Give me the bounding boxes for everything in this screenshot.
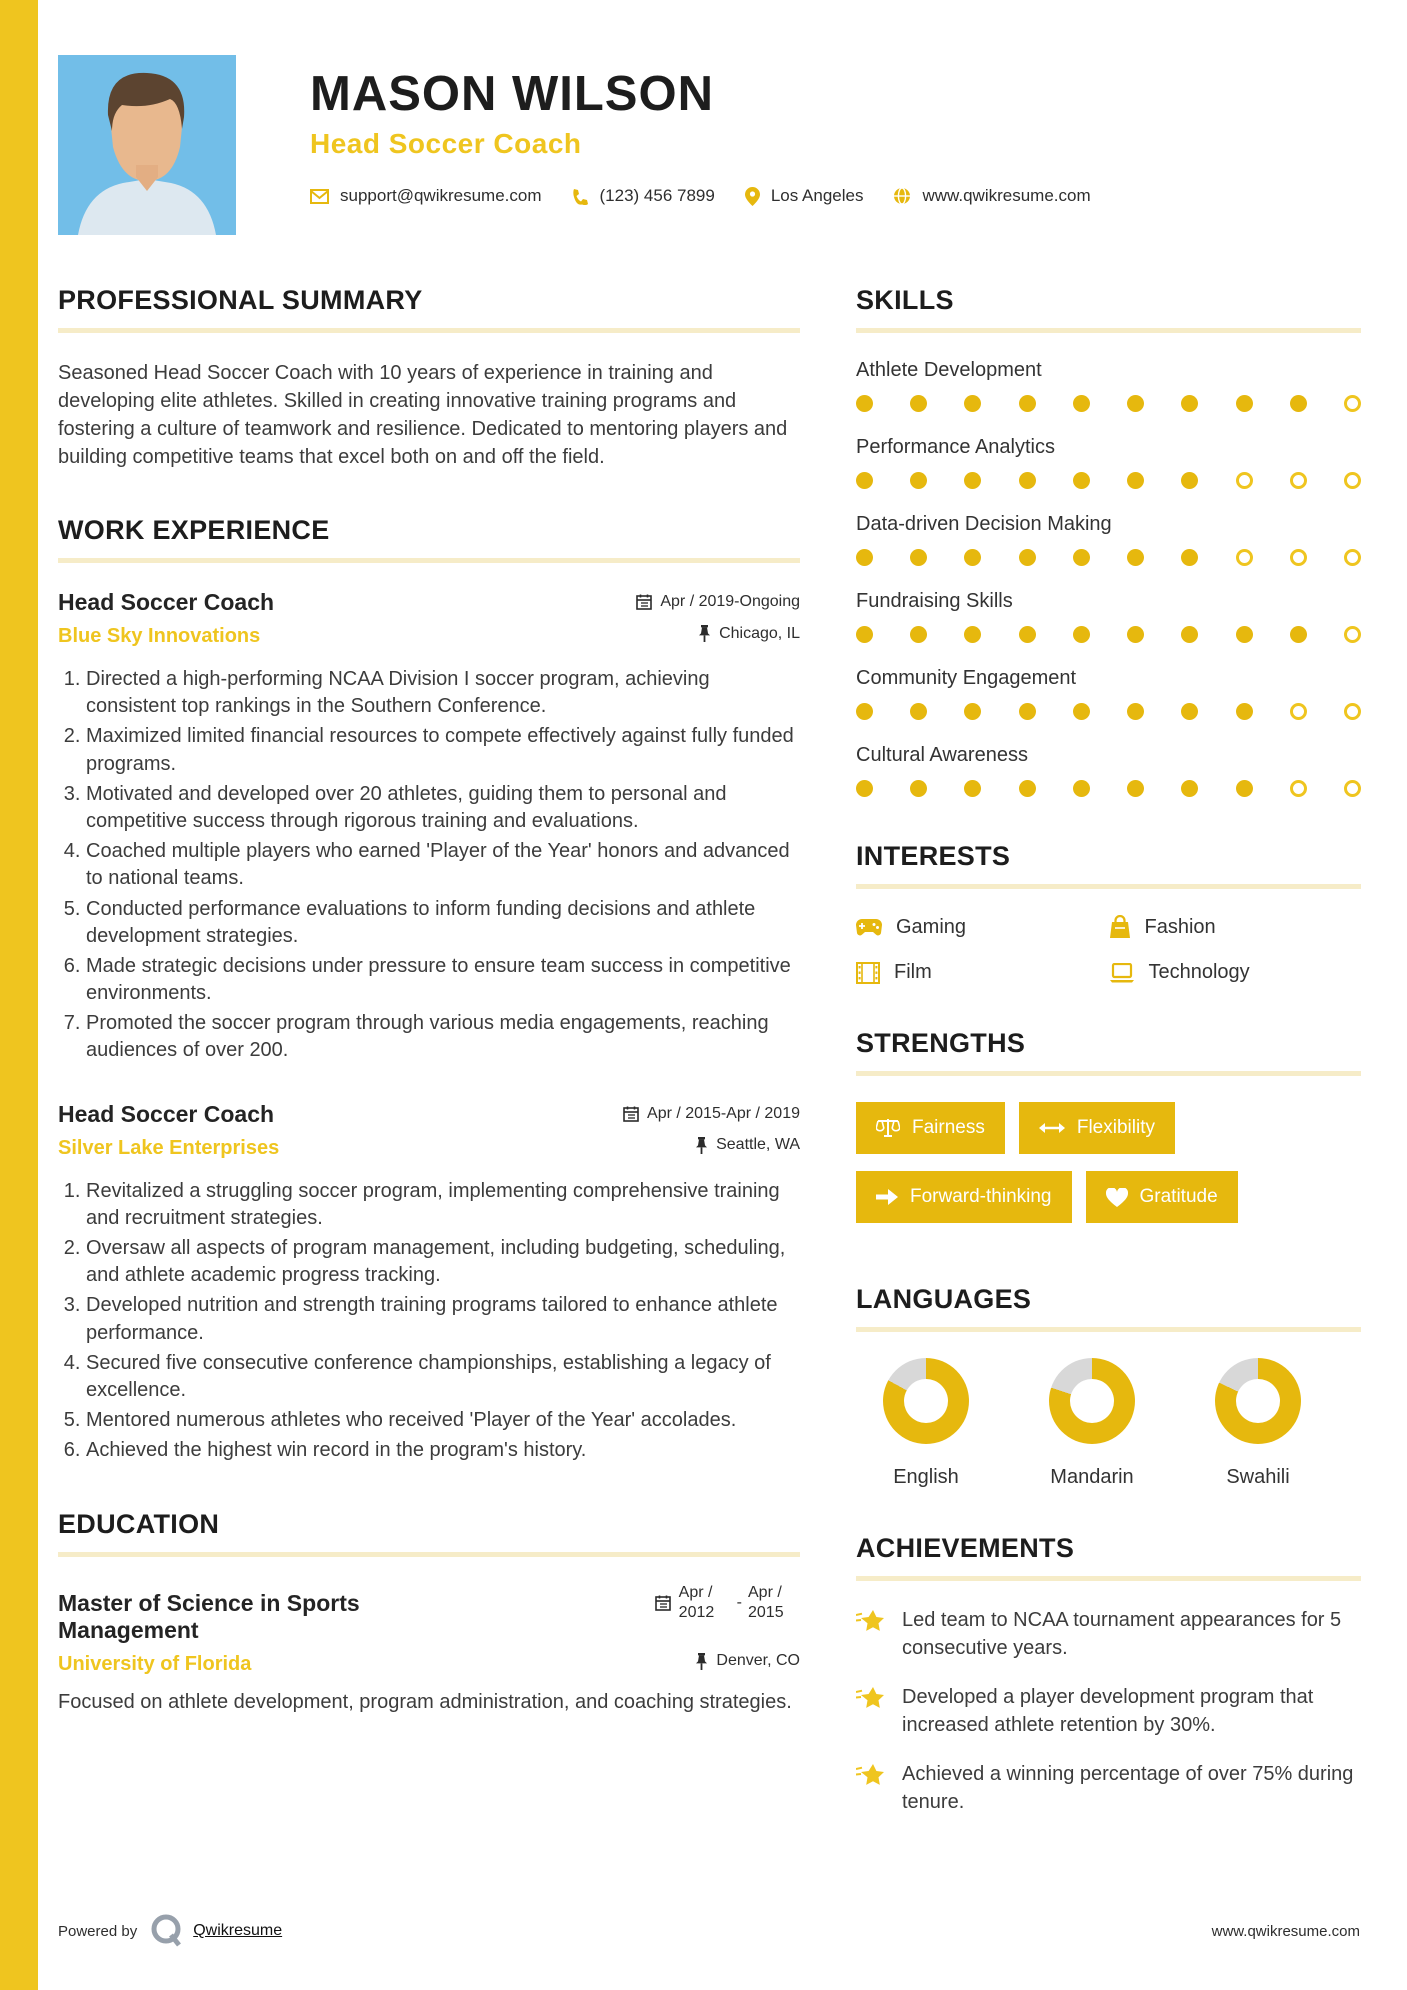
rating-dot-filled <box>1073 472 1090 489</box>
section-professional-summary <box>58 285 800 471</box>
bullet-item: 6. Achieved the highest win record in the program's history. <box>86 1437 800 1464</box>
strength-label: Forward-thinking <box>910 1186 1052 1207</box>
education-date-separator: - <box>736 1593 742 1611</box>
balance-scale-icon <box>876 1117 900 1139</box>
skill-rating-dots <box>856 395 1361 412</box>
rating-dot-filled <box>910 780 927 797</box>
section-underline <box>856 1327 1361 1332</box>
achievement-text: Developed a player development program that increased athlete retention by 30%. <box>902 1686 1314 1736</box>
bullet-item: 5. Mentored numerous athletes who received 'Player of the Year' accolades. <box>86 1407 800 1434</box>
section-education <box>58 1509 800 1716</box>
achievement-item <box>856 1607 1361 1662</box>
summary-heading: PROFESSIONAL SUMMARY <box>58 285 423 315</box>
phone-text: (123) 456 7899 <box>599 186 715 206</box>
job-company: Blue Sky Innovations <box>58 625 261 647</box>
rating-dot-filled <box>1181 780 1198 797</box>
bullet-item: 3. Developed nutrition and strength training programs tailored to enhance athlete performance. <box>86 1292 800 1346</box>
section-work-experience <box>58 515 800 1465</box>
strength-label: Gratitude <box>1139 1186 1218 1207</box>
header <box>58 55 1360 235</box>
powered-by-text: Powered by <box>58 1922 138 1940</box>
content-columns <box>58 285 1360 1861</box>
left-column <box>58 285 800 1861</box>
job-dates <box>623 1105 800 1123</box>
rating-dot-empty <box>1236 472 1253 489</box>
rating-dot-filled <box>856 395 873 412</box>
work-heading: WORK EXPERIENCE <box>58 515 330 545</box>
language-donut-chart <box>1049 1358 1135 1444</box>
rating-dot-filled <box>1127 549 1144 566</box>
rating-dot-filled <box>1181 395 1198 412</box>
calendar-icon <box>623 1106 639 1122</box>
envelope-icon <box>310 189 329 204</box>
rating-dot-filled <box>1236 703 1253 720</box>
section-underline <box>856 1576 1361 1581</box>
bullet-item: 2. Maximized limited financial resources to compete effectively against fully funded programs. <box>86 723 800 777</box>
arrow-right-icon <box>876 1188 898 1206</box>
rating-dot-filled <box>910 472 927 489</box>
interests-grid <box>856 915 1361 984</box>
education-dates-text <box>679 1583 800 1623</box>
strength-badges <box>856 1102 1361 1240</box>
rating-dot-filled <box>1127 626 1144 643</box>
interest-item <box>856 915 1109 939</box>
achievement-text: Led team to NCAA tournament appearances for 5 consecutive years. <box>902 1609 1342 1659</box>
rating-dot-empty <box>1236 549 1253 566</box>
candidate-title: Head Soccer Coach <box>310 128 582 160</box>
skill-rating-dots <box>856 472 1361 489</box>
rating-dot-filled <box>1127 472 1144 489</box>
rating-dot-filled <box>856 626 873 643</box>
job-title: Head Soccer Coach <box>58 1100 275 1127</box>
skill-name: Performance Analytics <box>856 436 1055 458</box>
language-item <box>1188 1358 1328 1489</box>
job-location-text: Seattle, WA <box>716 1136 800 1154</box>
contact-location <box>745 186 864 206</box>
language-item <box>856 1358 996 1489</box>
section-skills <box>856 285 1361 797</box>
rating-dot-filled <box>1073 549 1090 566</box>
job-title-row <box>58 589 800 616</box>
rating-dot-filled <box>1073 780 1090 797</box>
rating-dot-filled <box>1073 703 1090 720</box>
skill-name: Data-driven Decision Making <box>856 513 1112 535</box>
left-accent-bar <box>0 0 38 1990</box>
achievements-heading: ACHIEVEMENTS <box>856 1533 1075 1563</box>
contact-website[interactable] <box>893 186 1090 206</box>
section-strengths <box>856 1028 1361 1240</box>
bullet-item: 4. Coached multiple players who earned 'Player of the Year' honors and advanced to national teams. <box>86 838 800 892</box>
skill-name: Community Engagement <box>856 667 1077 689</box>
contact-email[interactable] <box>310 186 542 206</box>
header-text <box>310 55 1121 206</box>
rating-dot-empty <box>1344 549 1361 566</box>
job-company-row <box>58 616 800 648</box>
laptop-icon <box>1109 963 1135 983</box>
star-icon <box>856 1686 886 1712</box>
interest-label: Film <box>894 961 932 983</box>
contact-row <box>310 186 1121 206</box>
rating-dot-filled <box>856 472 873 489</box>
film-icon <box>856 962 880 984</box>
job-company: Silver Lake Enterprises <box>58 1136 280 1159</box>
rating-dot-filled <box>964 626 981 643</box>
language-label: Mandarin <box>1050 1466 1134 1488</box>
section-underline <box>856 1071 1361 1076</box>
strength-badge <box>1086 1171 1238 1223</box>
rating-dot-filled <box>1073 395 1090 412</box>
language-item <box>1022 1358 1162 1489</box>
rating-dot-filled <box>1019 703 1036 720</box>
rating-dot-filled <box>964 472 981 489</box>
languages-heading: LANGUAGES <box>856 1284 1032 1314</box>
rating-dot-filled <box>910 395 927 412</box>
map-pin-icon <box>745 187 760 206</box>
interest-label: Gaming <box>896 915 967 938</box>
language-donut-chart <box>1215 1358 1301 1444</box>
bullet-item: 3. Motivated and developed over 20 athletes, guiding them to personal and competitive success through rigorous training and evaluations. <box>86 781 800 835</box>
interests-heading: INTERESTS <box>856 841 1011 871</box>
education-description: Focused on athlete development, program administration, and coaching strategies. <box>58 1690 792 1713</box>
section-underline <box>856 328 1361 333</box>
rating-dot-filled <box>1236 626 1253 643</box>
gamepad-icon <box>856 918 882 936</box>
footer <box>58 1914 1360 1948</box>
education-location <box>695 1652 800 1670</box>
education-school-row <box>58 1644 800 1676</box>
rating-dot-filled <box>1019 780 1036 797</box>
rating-dot-filled <box>1290 395 1307 412</box>
skill-item <box>856 513 1361 566</box>
skill-rating-dots <box>856 626 1361 643</box>
school-name: University of Florida <box>58 1652 252 1675</box>
degree-title: Master of Science in Sports Management <box>58 1589 360 1643</box>
skill-item <box>856 436 1361 489</box>
education-location-text: Denver, CO <box>716 1652 800 1669</box>
rating-dot-empty <box>1344 780 1361 797</box>
rating-dot-empty <box>1344 626 1361 643</box>
section-achievements <box>856 1533 1361 1817</box>
interest-item <box>1109 961 1362 984</box>
left-right-arrow-icon <box>1039 1122 1065 1134</box>
achievement-item <box>856 1684 1361 1739</box>
rating-dot-filled <box>910 549 927 566</box>
rating-dot-filled <box>1127 703 1144 720</box>
section-underline <box>58 1552 800 1557</box>
rating-dot-filled <box>964 780 981 797</box>
education-date-start: Apr / 2012 <box>678 1583 715 1621</box>
language-donut-chart <box>883 1358 969 1444</box>
rating-dot-empty <box>1344 472 1361 489</box>
job-bullet-list <box>58 1178 800 1465</box>
job-entry <box>58 589 800 1065</box>
strength-label: Fairness <box>912 1117 985 1138</box>
education-entry <box>58 1583 800 1716</box>
qwikresume-logo <box>151 1914 183 1948</box>
rating-dot-filled <box>856 780 873 797</box>
job-entry <box>58 1101 800 1465</box>
bullet-item: 6. Made strategic decisions under pressure to ensure team success in competitive environments. <box>86 953 800 1007</box>
education-dates <box>655 1583 800 1623</box>
pushpin-icon <box>695 1137 708 1154</box>
strength-badge <box>856 1102 1005 1154</box>
job-location <box>698 625 800 643</box>
languages-list <box>856 1358 1361 1489</box>
interest-item <box>856 961 1109 984</box>
job-company-row <box>58 1128 800 1160</box>
job-title-row <box>58 1101 800 1128</box>
section-underline <box>856 884 1361 889</box>
job-bullet-list <box>58 666 800 1065</box>
star-icon <box>856 1609 886 1635</box>
rating-dot-filled <box>964 703 981 720</box>
heart-icon <box>1106 1188 1128 1207</box>
strength-badge <box>1019 1102 1175 1154</box>
skill-rating-dots <box>856 703 1361 720</box>
rating-dot-empty <box>1344 395 1361 412</box>
rating-dot-filled <box>1181 472 1198 489</box>
skill-rating-dots <box>856 549 1361 566</box>
education-date-end: Apr / 2015 <box>748 1583 784 1621</box>
skill-item <box>856 667 1361 720</box>
right-column <box>856 285 1361 1861</box>
phone-icon <box>572 188 589 205</box>
rating-dot-filled <box>1181 703 1198 720</box>
achievement-item <box>856 1761 1361 1816</box>
rating-dot-filled <box>1181 549 1198 566</box>
summary-text: Seasoned Head Soccer Coach with 10 years of experience in training and developing elite athletes. Skilled in creating innovative training programs and fostering a culture of teamwork and resilience. Dedicated to mentoring players and building competitive teams that excel both on and off the field. <box>58 362 788 468</box>
rating-dot-filled <box>1236 780 1253 797</box>
job-location-text: Chicago, IL <box>719 624 800 642</box>
skill-item <box>856 744 1361 797</box>
footer-website: www.qwikresume.com <box>1211 1922 1360 1940</box>
candidate-name: MASON WILSON <box>310 67 714 121</box>
job-location <box>695 1136 800 1154</box>
bullet-item: 1. Directed a high-performing NCAA Division I soccer program, achieving consistent top rankings in the Southern Conference. <box>86 666 800 720</box>
bullet-item: 4. Secured five consecutive conference championships, establishing a legacy of excellence. <box>86 1350 800 1404</box>
rating-dot-filled <box>964 395 981 412</box>
language-label: English <box>893 1466 959 1488</box>
location-text: Los Angeles <box>770 186 864 206</box>
skill-name: Cultural Awareness <box>856 744 1028 766</box>
portrait-illustration <box>58 55 236 235</box>
rating-dot-filled <box>1019 472 1036 489</box>
rating-dot-filled <box>1019 626 1036 643</box>
rating-dot-filled <box>910 626 927 643</box>
profile-photo <box>58 55 236 235</box>
rating-dot-filled <box>1019 395 1036 412</box>
skill-rating-dots <box>856 780 1361 797</box>
star-icon <box>856 1763 886 1789</box>
rating-dot-filled <box>1127 395 1144 412</box>
rating-dot-filled <box>1181 626 1198 643</box>
language-label: Swahili <box>1226 1466 1290 1488</box>
rating-dot-empty <box>1344 703 1361 720</box>
rating-dot-empty <box>1290 549 1307 566</box>
section-underline <box>58 328 800 333</box>
achievement-text: Achieved a winning percentage of over 75% during tenure. <box>902 1763 1354 1813</box>
rating-dot-filled <box>856 549 873 566</box>
shopping-bag-icon <box>1109 915 1131 939</box>
globe-icon <box>893 187 911 205</box>
strength-badge <box>856 1171 1072 1223</box>
skill-name: Athlete Development <box>856 359 1042 381</box>
bullet-item: 5. Conducted performance evaluations to inform funding decisions and athlete development strategies. <box>86 896 800 950</box>
bullet-item: 7. Promoted the soccer program through various media engagements, reaching audiences of over 200. <box>86 1010 800 1064</box>
website-text: www.qwikresume.com <box>922 186 1091 206</box>
rating-dot-filled <box>856 703 873 720</box>
job-dates-text: Apr / 2019-Ongoing <box>660 593 800 610</box>
section-underline <box>58 558 800 563</box>
strength-label: Flexibility <box>1076 1117 1155 1138</box>
interest-label: Technology <box>1148 961 1250 983</box>
rating-dot-filled <box>1019 549 1036 566</box>
strengths-heading: STRENGTHS <box>856 1028 1026 1058</box>
section-interests <box>856 841 1361 984</box>
resume-page <box>38 0 1407 1990</box>
bullet-item: 2. Oversaw all aspects of program management, including budgeting, scheduling, and athlete academic progress tracking. <box>86 1235 800 1289</box>
education-heading: EDUCATION <box>58 1508 220 1539</box>
rating-dot-empty <box>1290 703 1307 720</box>
skills-heading: SKILLS <box>856 285 954 315</box>
rating-dot-filled <box>1236 395 1253 412</box>
job-title: Head Soccer Coach <box>58 589 275 615</box>
calendar-icon <box>655 1595 671 1611</box>
rating-dot-filled <box>1290 626 1307 643</box>
section-languages <box>856 1284 1361 1489</box>
email-text: support@qwikresume.com <box>340 186 542 206</box>
job-dates <box>636 593 800 611</box>
rating-dot-filled <box>1127 780 1144 797</box>
bullet-item: 1. Revitalized a struggling soccer program, implementing comprehensive training and recruitment strategies. <box>86 1178 800 1232</box>
rating-dot-filled <box>1073 626 1090 643</box>
qwikresume-link[interactable]: Qwikresume <box>193 1922 283 1939</box>
rating-dot-empty <box>1290 472 1307 489</box>
interest-item <box>1109 915 1362 939</box>
rating-dot-filled <box>964 549 981 566</box>
contact-phone[interactable] <box>572 186 715 206</box>
rating-dot-filled <box>910 703 927 720</box>
job-dates-text: Apr / 2015-Apr / 2019 <box>647 1104 800 1122</box>
skill-name: Fundraising Skills <box>856 590 1013 612</box>
rating-dot-empty <box>1290 780 1307 797</box>
interest-label: Fashion <box>1144 915 1216 938</box>
pushpin-icon <box>698 625 711 642</box>
skill-item <box>856 359 1361 412</box>
calendar-icon <box>636 594 652 610</box>
education-title-row <box>58 1583 800 1644</box>
pushpin-icon <box>695 1653 708 1670</box>
skill-item <box>856 590 1361 643</box>
